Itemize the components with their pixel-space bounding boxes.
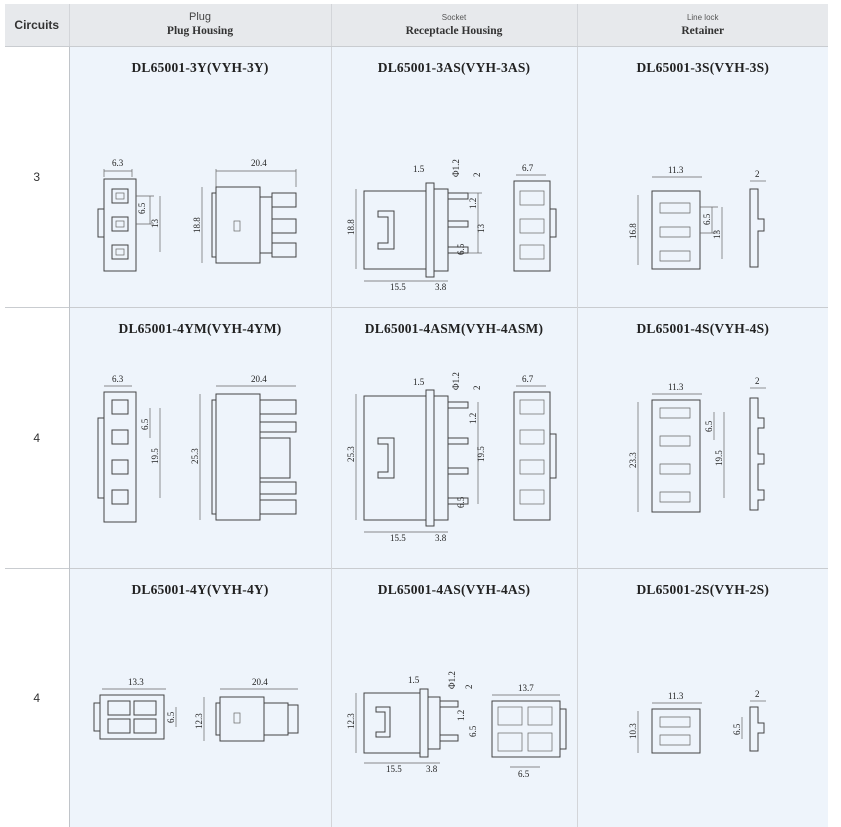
dim-label: 1.5 [412, 164, 424, 174]
socket-drawing [332, 342, 578, 562]
plug-part-number: DL65001-4YM(VYH-4YM) [118, 321, 282, 336]
dim-label: 25.3 [189, 448, 200, 464]
dim-label: 6.5 [139, 418, 150, 430]
plug-cell [69, 308, 331, 569]
dim-label: 20.4 [251, 677, 268, 687]
retainer-side-view [732, 689, 766, 751]
socket-front-view [492, 683, 566, 779]
dim-label: 2 [471, 172, 482, 177]
dim-label: 13 [711, 230, 722, 239]
dim-label: 10.3 [627, 723, 638, 739]
dim-label: 6.5 [467, 725, 478, 737]
dim-label: 11.3 [667, 382, 683, 392]
retainer-front-view [628, 382, 724, 512]
dim-label: 11.3 [667, 691, 683, 701]
socket-cell [331, 308, 577, 569]
plug-drawing [70, 603, 332, 823]
dim-label: 1.2 [467, 412, 478, 424]
plug-side-view [190, 374, 296, 520]
header-socket [331, 4, 577, 47]
dim-label: 3.8 [434, 533, 446, 543]
plug-front-view [94, 677, 176, 739]
dim-label: 3.8 [434, 282, 446, 292]
dim-label: 23.3 [627, 452, 638, 468]
dim-label: Φ1.2 [450, 159, 461, 177]
dim-label: 11.3 [667, 165, 683, 175]
header-receptacle-housing: Receptacle Housing [405, 25, 503, 37]
plug-cell [69, 47, 331, 308]
dim-label: 6.3 [111, 374, 123, 384]
retainer-side-view [750, 376, 766, 510]
dim-label: 25.3 [345, 446, 356, 462]
line-lock-part-number: DL65001-4S(VYH-4S) [636, 321, 770, 336]
dim-label: 18.8 [191, 217, 202, 233]
dim-label: 13.7 [517, 683, 534, 693]
connector-spec-table [5, 4, 828, 827]
plug-part-number: DL65001-3Y(VYH-3Y) [131, 60, 269, 75]
header-line-lock-label: Line lock [686, 13, 719, 22]
header-socket-label: Socket [441, 13, 467, 22]
header-line-lock [577, 4, 828, 47]
socket-front-view [514, 374, 556, 520]
dim-label: 6.5 [701, 213, 712, 225]
dim-label: 20.4 [250, 158, 267, 168]
dim-label: Φ1.2 [446, 671, 457, 689]
dim-label: 6.5 [703, 420, 714, 432]
dim-label: 6.3 [111, 158, 123, 168]
dim-label: 16.8 [627, 223, 638, 239]
plug-drawing [70, 81, 332, 301]
plug-part-number: DL65001-4Y(VYH-4Y) [131, 582, 269, 597]
line-lock-part-number: DL65001-3S(VYH-3S) [636, 60, 770, 75]
plug-cell [69, 569, 331, 827]
socket-side-view [346, 159, 486, 292]
line-lock-drawing [578, 81, 829, 301]
retainer-side-view [750, 169, 766, 267]
dim-label: 2 [754, 169, 759, 179]
header-circuits: Circuits [5, 4, 69, 47]
dim-label: 2 [471, 385, 482, 390]
socket-part-number: DL65001-4AS(VYH-4AS) [377, 582, 531, 597]
plug-drawing [70, 342, 332, 562]
retainer-front-view [628, 165, 722, 269]
plug-side-view [194, 677, 298, 741]
socket-part-number: DL65001-4ASM(VYH-4ASM) [364, 321, 544, 336]
line-lock-drawing [578, 342, 829, 562]
dim-label: 1.5 [407, 675, 419, 685]
dim-label: 6.5 [165, 711, 176, 723]
line-lock-part-number: DL65001-2S(VYH-2S) [636, 582, 770, 597]
retainer-front-view [628, 691, 702, 753]
dim-label: 19.5 [475, 446, 486, 462]
socket-cell [331, 569, 577, 827]
dim-label: 6.7 [521, 163, 533, 173]
dim-label: 1.5 [412, 377, 424, 387]
dim-label: 6.5 [136, 202, 147, 214]
dim-label: 2 [463, 684, 474, 689]
header-retainer: Retainer [681, 25, 725, 37]
dim-label: 2 [754, 376, 759, 386]
dim-label: 20.4 [250, 374, 267, 384]
socket-side-view [346, 671, 478, 774]
table-row [5, 308, 828, 569]
dim-label: 3.8 [425, 764, 437, 774]
plug-front-view [98, 158, 160, 271]
dim-label: 6.5 [455, 496, 466, 508]
socket-part-number: DL65001-3AS(VYH-3AS) [377, 60, 531, 75]
dim-label: 2 [754, 689, 759, 699]
socket-drawing [332, 81, 578, 301]
plug-front-view [98, 374, 160, 522]
dim-label: 13.3 [127, 677, 144, 687]
socket-side-view [346, 372, 486, 543]
dim-label: 1.2 [455, 709, 466, 721]
socket-drawing [332, 603, 578, 823]
dim-label: 19.5 [713, 450, 724, 466]
dim-label: 15.5 [389, 282, 406, 292]
dim-label: 6.5 [517, 769, 529, 779]
socket-cell [331, 47, 577, 308]
dim-label: Φ1.2 [450, 372, 461, 390]
socket-front-view [514, 163, 556, 271]
dim-label: 6.5 [731, 723, 742, 735]
circuits-cell: 4 [5, 308, 69, 569]
header-plug-housing: Plug Housing [166, 25, 234, 37]
line-lock-cell [577, 308, 828, 569]
circuits-cell: 4 [5, 569, 69, 827]
dim-label: 13 [475, 224, 486, 233]
dim-label: 15.5 [385, 764, 402, 774]
table-row [5, 47, 828, 308]
dim-label: 6.7 [521, 374, 533, 384]
table-row [5, 569, 828, 827]
dim-label: 15.5 [389, 533, 406, 543]
line-lock-cell [577, 47, 828, 308]
dim-label: 18.8 [345, 219, 356, 235]
line-lock-drawing [578, 603, 829, 823]
dim-label: 12.3 [345, 713, 356, 729]
header-plug [69, 4, 331, 47]
header-plug-label: Plug [188, 11, 212, 23]
dim-label: 1.2 [467, 197, 478, 209]
line-lock-cell [577, 569, 828, 827]
dim-label: 12.3 [193, 713, 204, 729]
plug-side-view [192, 158, 296, 263]
dim-label: 13 [149, 219, 160, 228]
dim-label: 6.5 [455, 243, 466, 255]
circuits-cell: 3 [5, 47, 69, 308]
dim-label: 19.5 [149, 448, 160, 464]
header-row [5, 4, 828, 47]
